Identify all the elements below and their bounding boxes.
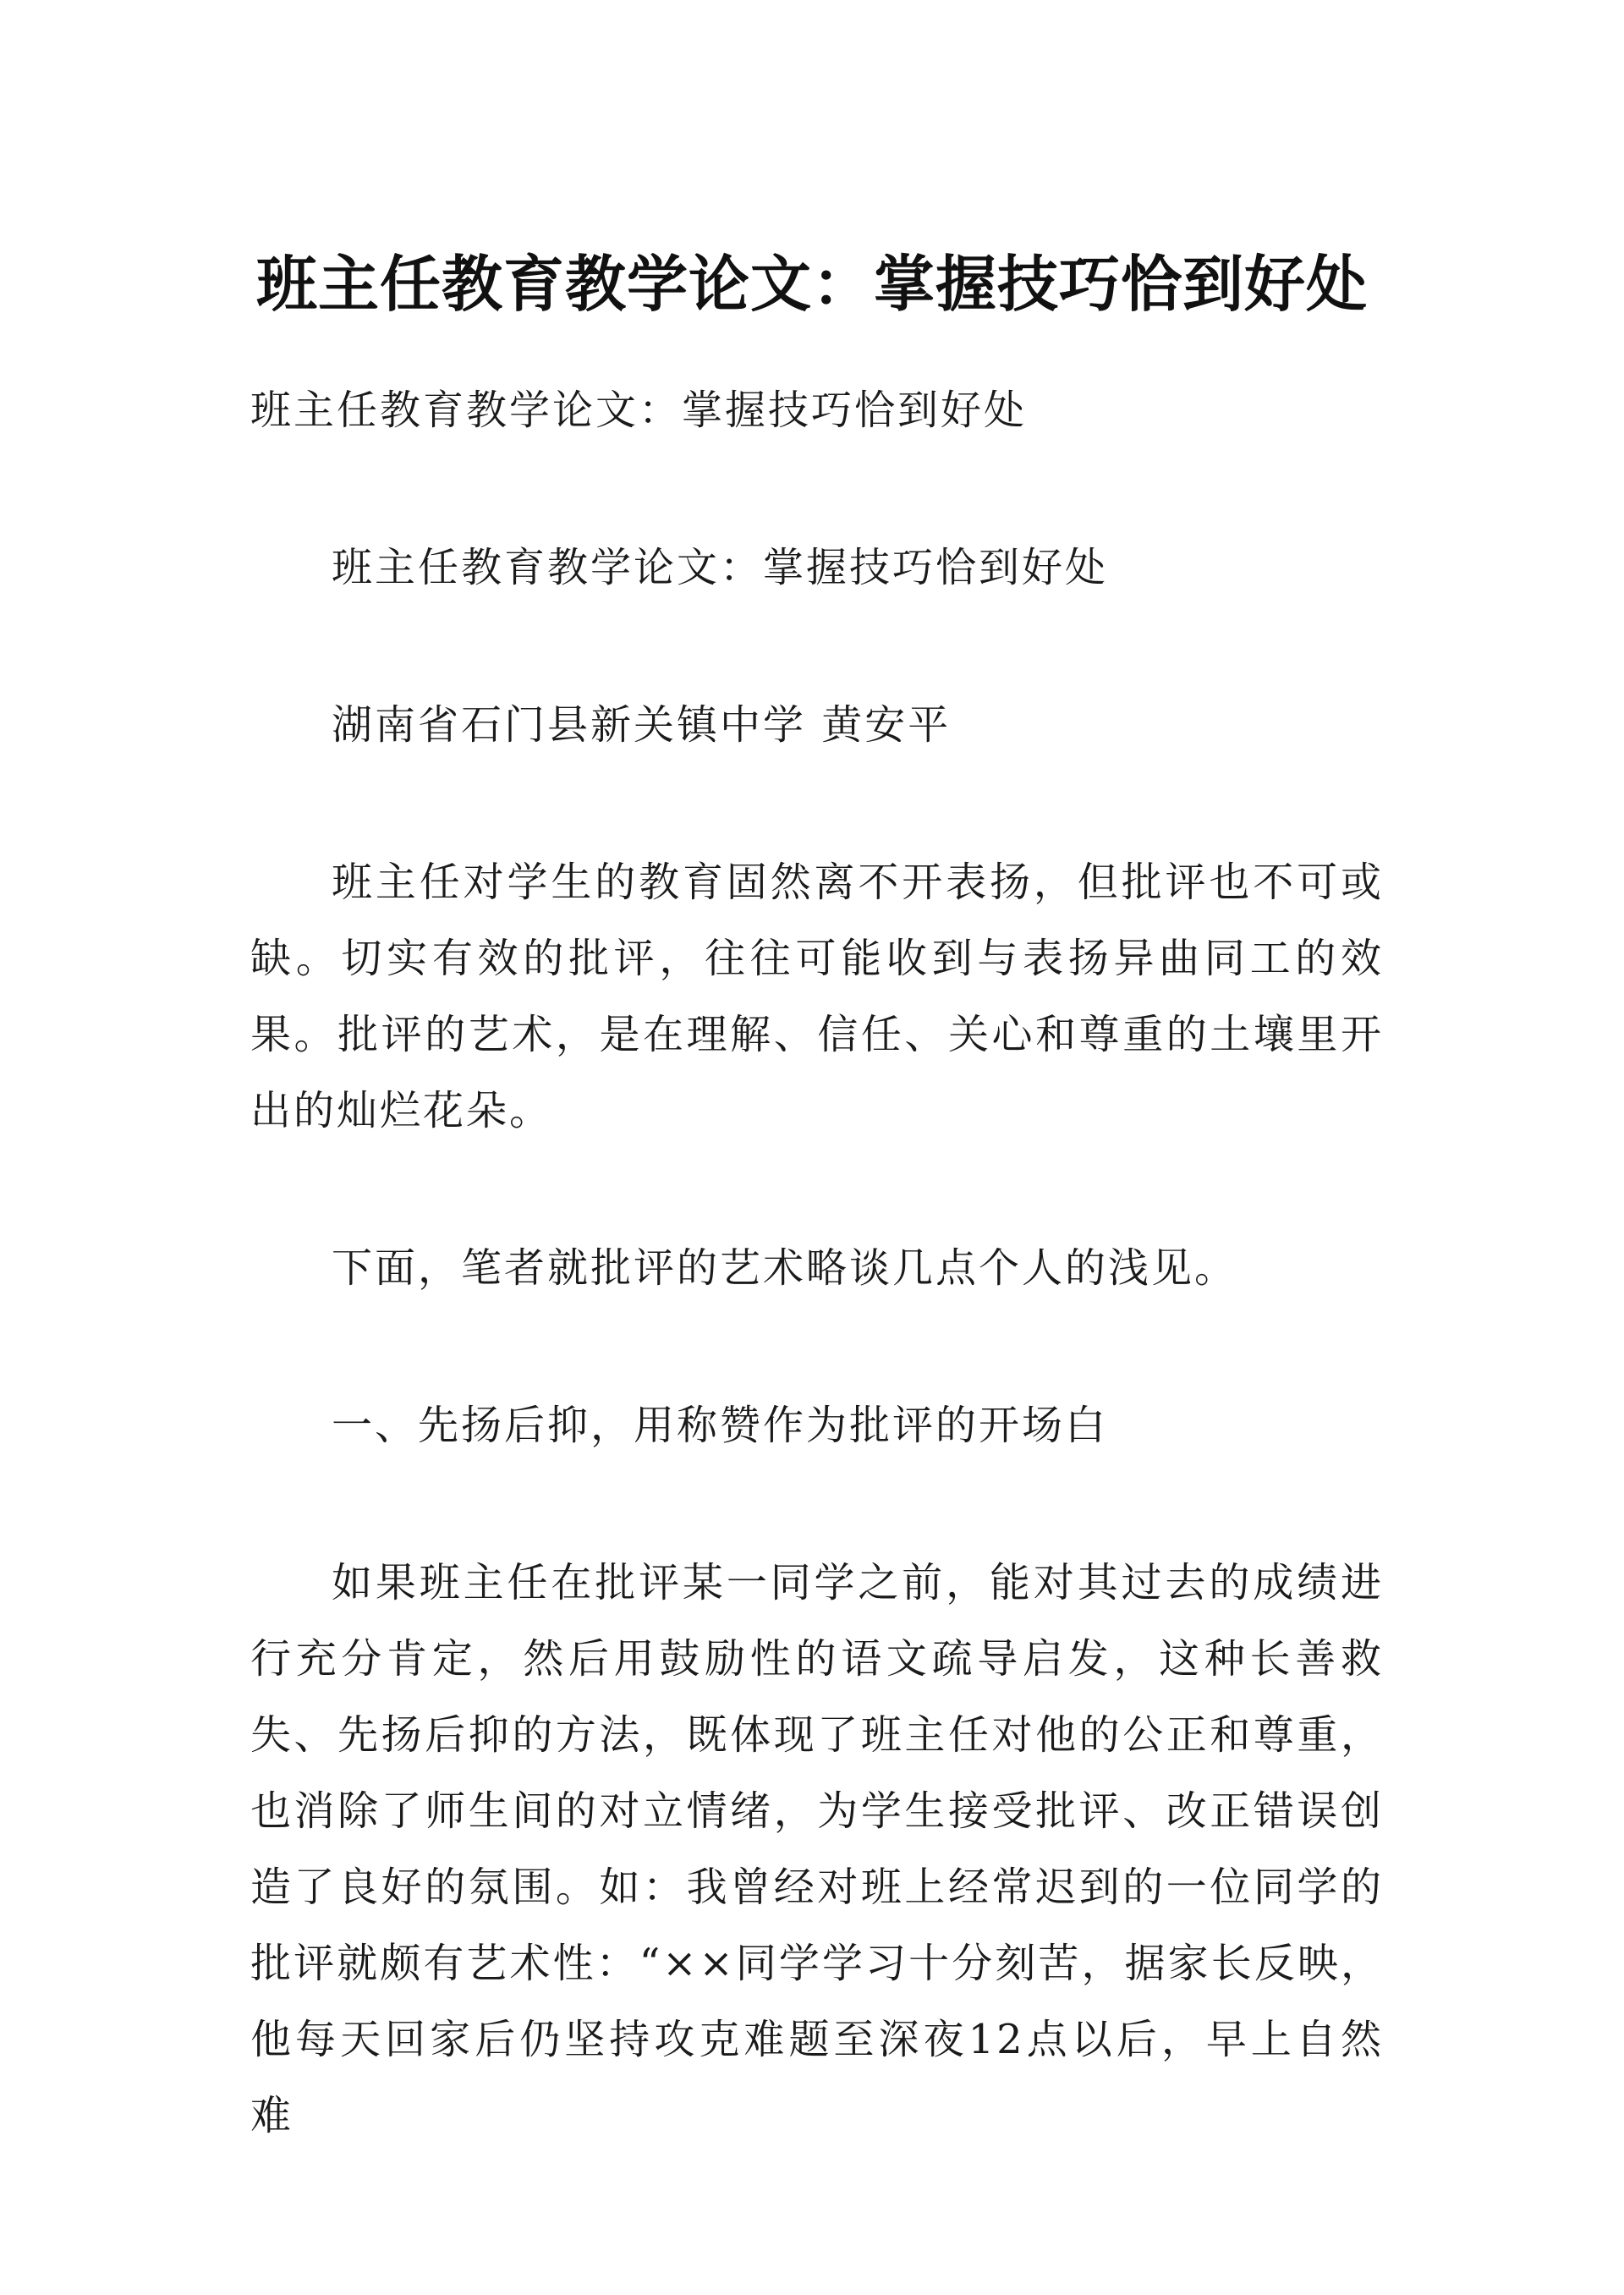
paragraph-intro: 班主任对学生的教育固然离不开表扬，但批评也不可或缺。切实有效的批评，往往可能收到与表扬异曲同工的效果。批评的艺术，是在理解、信任、关心和尊重的土壤里开出的灿烂花朵。: [250, 859, 1384, 1134]
document-title: 班主任教育教学论文：掌握技巧恰到好处: [255, 249, 1368, 321]
paragraph-subtitle: 班主任教育教学论文：掌握技巧恰到好处: [332, 544, 1109, 591]
section-heading-1: 一、先扬后抑，用称赞作为批评的开场白: [332, 1402, 1109, 1449]
document-body: [250, 372, 1384, 2154]
paragraph-repeated-title: 班主任教育教学论文：掌握技巧恰到好处: [250, 387, 1028, 434]
paragraph-author: 湖南省石门县新关镇中学 黄安平: [332, 701, 952, 749]
paragraph-section-1-body: 如果班主任在批评某一同学之前，能对其过去的成绩进行充分肯定，然后用鼓励性的语文疏导启发，这种长善救失、先扬后抑的方法，既体现了班主任对他的公正和尊重，也消除了师生间的对立情绪，为学生接受批评、改正错误创造了良好的氛围。如：我曾经对班上经常迟到的一位同学的批评就颇有艺术性：“××同学学习十分刻苦，据家长反映，他每天回家后仍坚持攻克难题至深夜12点以后，早上自然难: [250, 1559, 1384, 2139]
paragraph-preface: 下面，笔者就批评的艺术略谈几点个人的浅见。: [332, 1244, 1238, 1292]
